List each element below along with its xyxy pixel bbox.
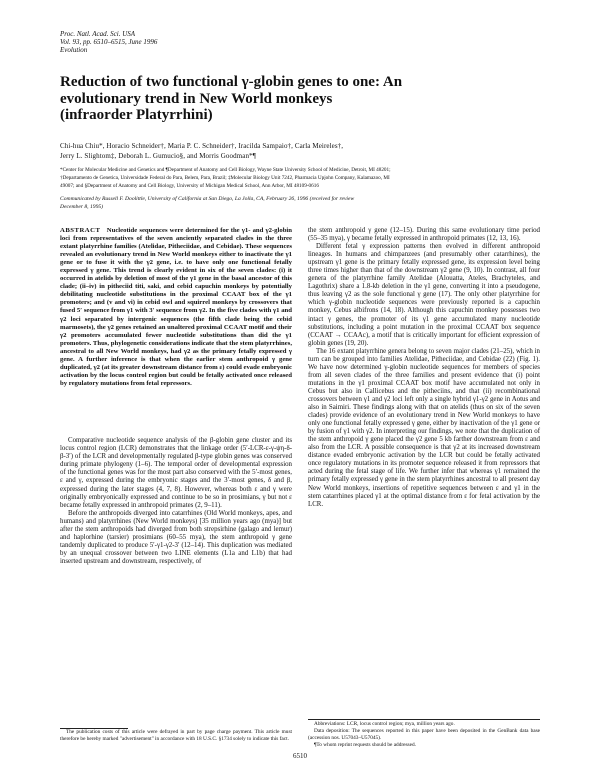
title-line-1: Reduction of two functional γ-globin genes to one: An — [60, 74, 403, 90]
intro-paragraph-1: Comparative nucleotide sequence analysis of the β-globin gene cluster and its locus control region (LCR) demonstrates that the linkage order (5′-LCR-ε-γ-ψη-δ-β-3′) of the LCR and developmentally regulated β-type globin genes was conserved during primate phylogeny (1–6). The temporal order of developmental expression of the functional genes was for the most part also conserved with the 5′-most genes, ε and γ, expressed during the embryonic stages and the 3′-most genes, δ and β, expressed during the later stages (4, 7, 8). However, whereas both ε and γ were originally embryonically expressed and continue to be so in prosimians, γ but not ε became fetally expressed in anthropoid primates (2, 9–11). — [60, 437, 292, 509]
reprint-requests-line: ¶To whom reprint requests should be addressed. — [314, 741, 416, 748]
volume-info: Vol. 93, pp. 6510–6515, June 1996 — [60, 38, 158, 47]
affiliation-line-1: *Center for Molecular Medicine and Genetics and ¶Department of Anatomy and Cell Biology, Wayne State University School of Medicine, Detroit, MI 48201; — [60, 167, 391, 173]
author-list — [60, 141, 550, 162]
footnote-divider-right — [308, 719, 540, 720]
data-deposition-line: Data deposition: The sequences reported in this paper have been deposited in the GenBank data base (accession nos. U57043–U57045). — [308, 727, 540, 741]
introduction — [60, 437, 292, 567]
authors-line-1: Chi-hua Chiu*, Horacio Schneider†, Maria P. C. Schneider†, Iracilda Sampaio†, Carla Meireles†, — [60, 142, 344, 150]
abstract-text: Nucleotide sequences were determined for the γ1- and γ2-globin loci from representatives of the seven anciently separated clades in the three extant platyrrhine families (Atelidae, Pitheciidae, and Cebidae). These sequences revealed an evolutionary trend in New World monkeys either to inactivate the γ1 gene or to fuse it with the γ2 gene, i.e. to have only one functional fetally expressed γ gene. This trend is clearly evident in six of the seven clades: (i) it occurred in atelids by deletion of most of the γ1 gene in the basal ancestor of this clade; (ii–iv) in pitheciid titi, saki, and cebid capuchin monkeys by potentially debilitating nucleotide substitutions in the proximal CCAAT box of the γ1 promoters; and (v and vi) in cebid owl and squirrel monkeys by crossovers that fused 5′ sequence from γ1 with 3′ sequence from γ2. In the five clades with γ1 and γ2 loci separated by intergenic sequences (the fifth clade being the cebid marmosets), the γ2 genes retained an unaltered proximal CCAAT motif and their γ2 promoters accumulated fewer nucleotide substitutions than did the γ1 promoters. Thus, phylogenetic considerations indicate that the stem platyrrhines, ancestral to all New World monkeys, had γ2 as the primary fetally expressed γ gene. A further inference is that when the earlier stem anthropoid γ gene duplicated, γ2 (at its greater downstream distance from ε) could evade embryonic activation by the locus control region but could be fetally activated once released by regulatory mutations from fetal repressors. — [60, 227, 293, 387]
communicated-by — [60, 196, 550, 212]
abbreviations-line: Abbreviations: LCR, locus control region; mya, million years ago. — [314, 721, 455, 727]
title-line-2: evolutionary trend in New World monkeys — [60, 90, 333, 107]
body-paragraph-1: the stem anthropoid γ gene (12–15). During this same evolutionary time period (55–35 mya), γ became fetally expressed in anthropoid primates (12, 13, 16). — [308, 227, 540, 243]
affiliation-line-3: 49007; and §Department of Anatomy and Cell Biology, University of Michigan Medical School, Ann Arbor, MI 48109-0616 — [60, 182, 319, 189]
page-number: 6510 — [293, 752, 307, 760]
publication-costs-footnote: The publication costs of this article were defrayed in part by page charge payment. This article must therefore be hereby marked "advertisement" in accordance with 18 U.S.C. §1734 solely to indicate this fact. — [60, 729, 292, 742]
journal-header — [60, 30, 157, 55]
affiliation-line-2: †Departamento de Genetica, Universidade Federal do Para, Belem, Para, Brazil; ‡Molecular Biology Unit 7242, Pharmacia Upjohn Company, Kalamazoo, MI — [60, 174, 390, 181]
communicated-line-2: December 8, 1995) — [60, 203, 104, 210]
intro-paragraph-2: Before the anthropoids diverged into catarrhines (Old World monkeys, apes, and humans) and platyrrhines (New World monkeys) [35 million years ago (mya)] but after the stem anthropoids had diverged from both strepsirhine (galago and lemur) and haplorhine (tarsier) prosimians (60–55 mya), the stem anthropoid γ gene tandemly duplicated to produce 5′-γ1-γ2-3′ (12–14). This duplication was mediated by an unequal crossover between two LINE elements (L1a and L1b) that had inserted upstream and downstream, respectively, of — [60, 509, 292, 566]
affiliations — [60, 167, 550, 190]
communicated-line-1: Communicated by Russell F. Doolittle, University of California at San Diego, La Jolla, CA, February 26, 1996 (received for review — [60, 196, 355, 202]
authors-line-2: Jerry L. Slightom‡, Deborah L. Gumucio§, and Morris Goodman*¶ — [60, 152, 256, 161]
abstract — [60, 227, 292, 388]
journal-name: Proc. Natl. Acad. Sci. USA — [60, 30, 136, 38]
body-paragraph-3: The 16 extant platyrrhine genera belong to seven major clades (21–25), which in turn can be grouped into families Atelidae, Pitheciidae, and Cebidae (22) (Fig. 1). We have now determined γ-globin nucleotide sequences for members of species from all seven clades of the three families and present evidence that (i) point mutations in the γ1 proximal CCAAT box motif have accumulated not only in Cebus but also in Callicebus and the pitheciins, and that (ii) recombinational crossovers between γ1 and γ2 loci left only a single hybrid γ1-γ2 gene in Aotus and also in Saimiri. These findings along with that on atelids (thus on six of the seven clades) provide evidence of an evolutionary trend in New World monkeys to have only one functional fetally expressed γ gene, either by inactivation of the γ1 gene or by fusion of γ1 with γ2. In interpreting our findings, we note that the duplication of the stem anthropoid γ gene placed the γ2 gene 5 kb farther downstream from ε and also from the LCR. A possible consequence is that γ2 at its increased downstream distance evaded embryonic activation by the LCR but could be fetally activated once regulatory mutations in its promoter sequence released it from repressors that acted during the fetal stage of life. We further infer that whereas γ1 remained the primary fetally expressed γ gene in the stem platyrrhines ancestral to all present day New World monkeys, insertions of repetitive sequences between ε and γ1 in the stem catarrhines placed γ1 at the optimal distance from ε for fetal activation by the LCR. — [308, 347, 540, 508]
abbreviations-footnote — [308, 721, 540, 749]
body-paragraph-2: Different fetal γ expression patterns then evolved in different anthropoid lineages. In humans and chimpanzees (and presumably other catarrhines), the upstream γ1 gene is the primary fetally expressed gene, its expression level being three times higher than that of the downstream γ2 gene (9, 10). In contrast, all four genera of the platyrrhine family Atelidae (Alouatta, Ateles, Brachyteles, and Lagothrix) share a 1.8-kb deletion in the γ1 gene, converting it into a pseudogene, thus leaving γ2 as the sole functional γ gene (17). The only other platyrrhine for which γ-globin nucleotide sequences were previously reported is a capuchin monkey, Cebus albifrons (14, 18). Although this capuchin monkey possesses two intact γ genes, the promoter of its γ1 gene accumulated many nucleotide substitutions, including a point mutation in the proximal CCAAT box sequence (CCAAT → CCAAc), a motif that is critically important for efficient expression of globin genes (19, 20). — [308, 243, 540, 347]
article-title — [60, 74, 520, 124]
right-column-body — [308, 227, 540, 509]
abstract-label: ABSTRACT — [60, 227, 101, 234]
section-name: Evolution — [60, 46, 88, 55]
title-line-3: (infraorder Platyrrhini) — [60, 107, 213, 123]
